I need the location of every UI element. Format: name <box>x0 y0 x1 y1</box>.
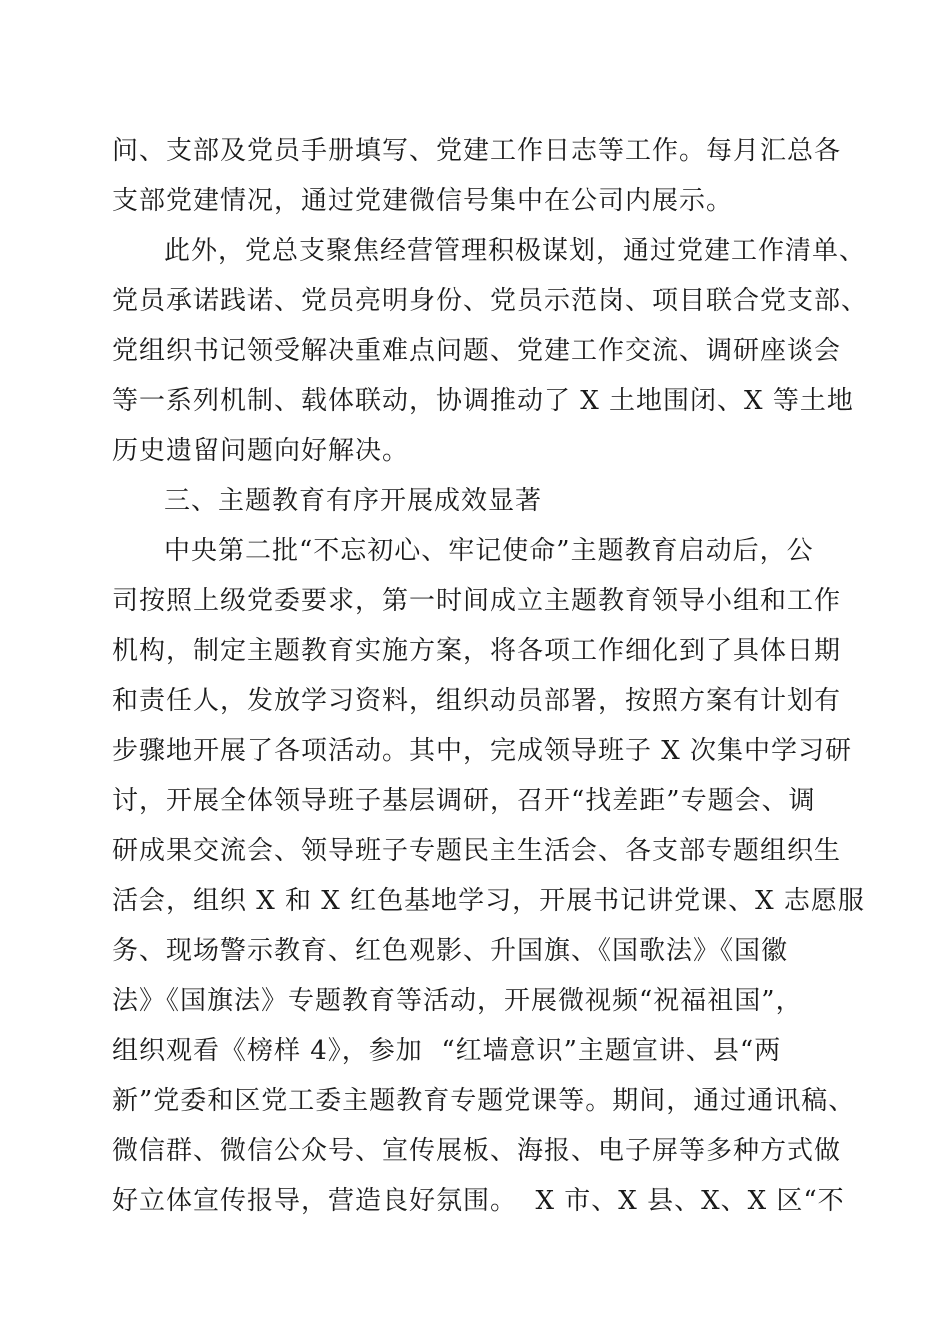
paragraph-start-line: 中央第二批“不忘初心、牢记使命”主题教育启动后，公 <box>164 536 814 566</box>
text-line: 组织观看《榜样 4》，参加 “红墙意识”主题宣讲、县“两 <box>112 1036 782 1066</box>
text-line: 历史遗留问题向好解决。 <box>112 436 410 466</box>
text-line: 等一系列机制、载体联动，协调推动了 X 土地围闭、X 等土地 <box>112 386 854 416</box>
text-line: 讨，开展全体领导班子基层调研，召开“找差距”专题会、调 <box>112 786 816 816</box>
text-line: 新”党委和区党工委主题教育专题党课等。期间，通过通讯稿、 <box>112 1086 856 1116</box>
text-line: 党组织书记领受解决重难点问题、党建工作交流、调研座谈会 <box>112 336 842 366</box>
text-line: 好立体宣传报导，营造良好氛围。 X 市、X 县、X、X 区“不 <box>112 1186 845 1216</box>
text-line: 步骤地开展了各项活动。其中，完成领导班子 X 次集中学习研 <box>112 736 853 766</box>
text-line: 微信群、微信公众号、宣传展板、海报、电子屏等多种方式做 <box>112 1136 842 1166</box>
paragraph-start-line: 此外，党总支聚焦经营管理积极谋划，通过党建工作清单、 <box>164 236 867 266</box>
text-line: 支部党建情况，通过党建微信号集中在公司内展示。 <box>112 186 734 216</box>
text-line: 司按照上级党委要求，第一时间成立主题教育领导小组和工作 <box>112 586 842 616</box>
section-heading: 三、主题教育有序开展成效显著 <box>164 486 543 516</box>
text-line: 和责任人，发放学习资料，组织动员部署，按照方案有计划有 <box>112 686 842 716</box>
text-line: 机构，制定主题教育实施方案，将各项工作细化到了具体日期 <box>112 636 842 666</box>
text-line: 活会，组织 X 和 X 红色基地学习，开展书记讲党课、X 志愿服 <box>112 886 865 916</box>
text-line: 研成果交流会、领导班子专题民主生活会、各支部专题组织生 <box>112 836 842 866</box>
text-line: 法》《国旗法》专题教育等活动，开展微视频“祝福祖国”， <box>112 986 803 1016</box>
text-line: 党员承诺践诺、党员亮明身份、党员示范岗、项目联合党支部、 <box>112 286 869 316</box>
text-line: 问、支部及党员手册填写、党建工作日志等工作。每月汇总各 <box>112 136 842 166</box>
text-line: 务、现场警示教育、红色观影、升国旗、《国歌法》《国徽 <box>112 936 789 966</box>
